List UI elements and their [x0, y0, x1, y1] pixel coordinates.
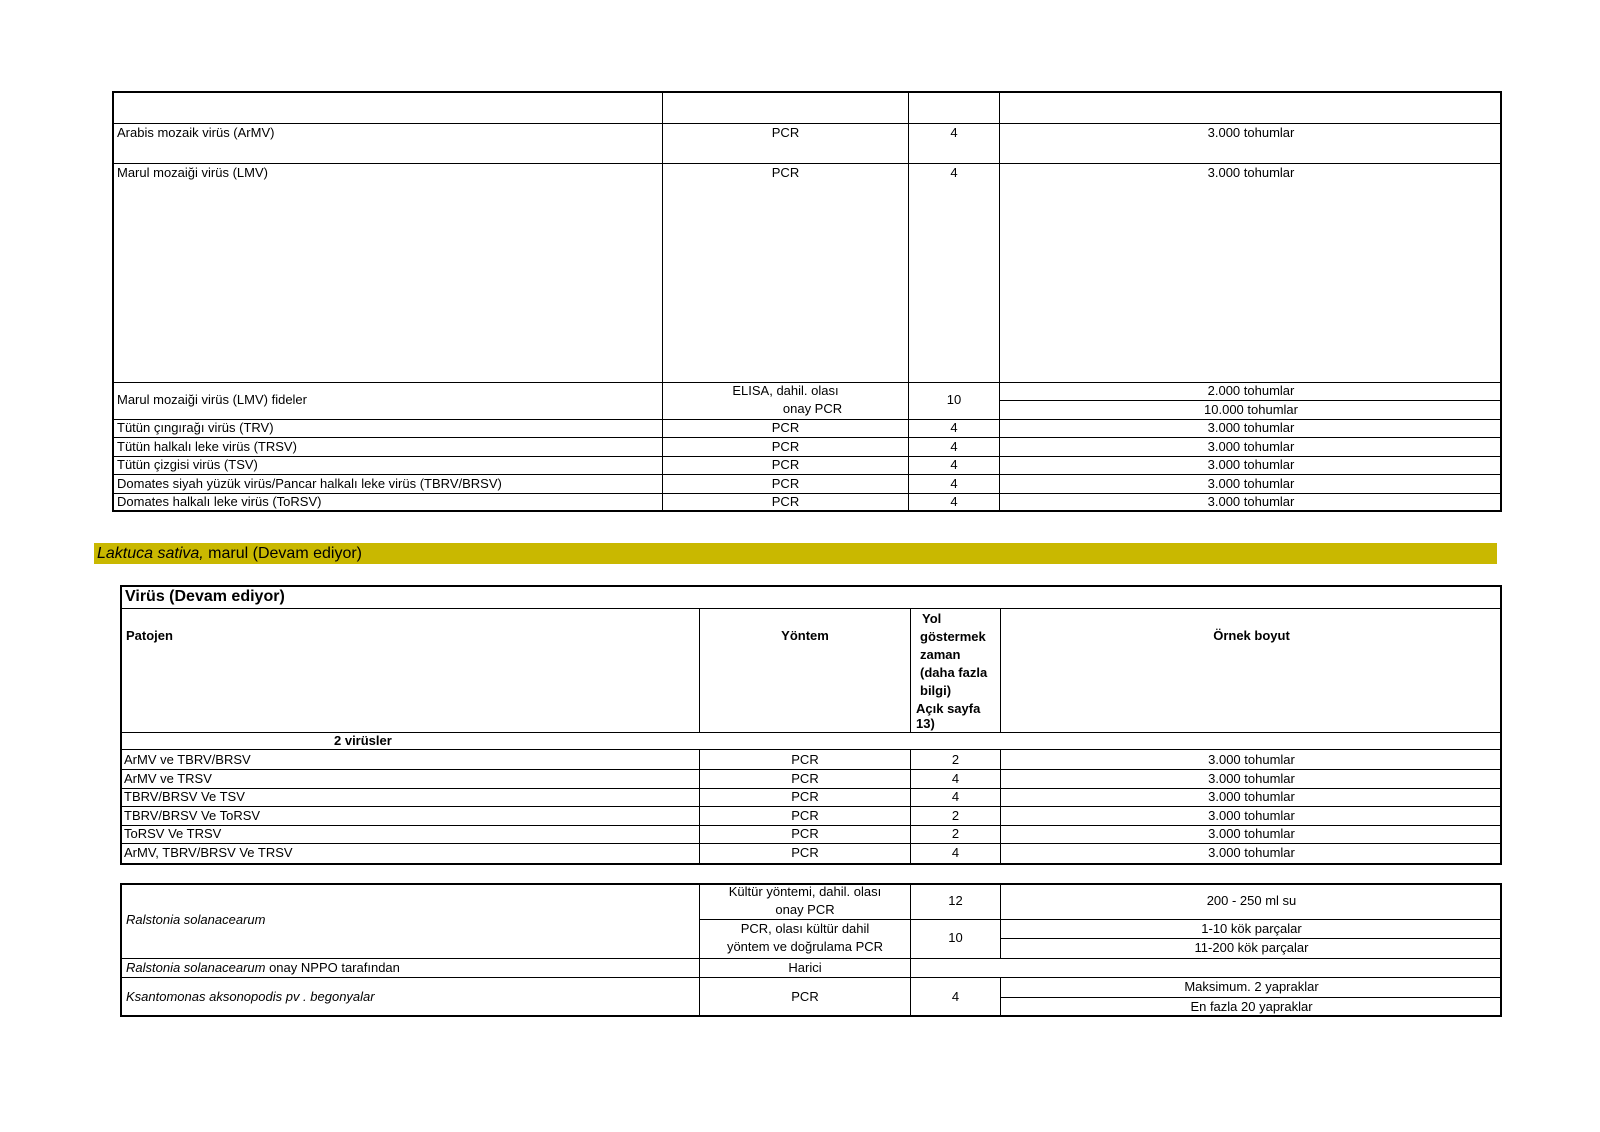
table2-lead-time: 4	[951, 789, 960, 804]
table1-pathogen: Arabis mozaik virüs (ArMV)	[117, 125, 275, 140]
section-banner-title	[97, 544, 362, 563]
table1-sample-size: 3.000 tohumlar	[1207, 439, 1295, 454]
table1-row-divider	[112, 163, 1502, 164]
table3-sample-size: 11-200 kök parçalar	[1194, 940, 1309, 955]
table1-sample-size: 3.000 tohumlar	[1207, 457, 1295, 472]
table1-sample-size: 3.000 tohumlar	[1207, 494, 1295, 509]
table3-lead-time: 4	[951, 989, 960, 1004]
table2-lead-time: 2	[951, 826, 960, 841]
table3-method: Kültür yöntemi, dahil. olası	[728, 884, 882, 899]
table2-sample-size: 3.000 tohumlar	[1208, 808, 1295, 823]
table2-group-label: 2 virüsler	[334, 733, 392, 748]
table1-row-divider	[112, 474, 1502, 475]
table1-lead-time: 4	[950, 494, 958, 509]
table1-sample-size: 10.000 tohumlar	[1204, 402, 1298, 417]
table3-method: PCR	[791, 989, 819, 1004]
table3-sample-size: En fazla 20 yapraklar	[1190, 999, 1313, 1014]
table1-pathogen: Marul mozaiği virüs (LMV)	[117, 165, 268, 180]
table1-pathogen: Tütün çıngırağı virüs (TRV)	[117, 420, 274, 435]
table3-method: PCR, olası kültür dahil	[740, 921, 870, 936]
table3-nppo-species: Ralstonia solanacearum	[126, 960, 266, 975]
table1-pathogen: Marul mozaiği virüs (LMV) fideler	[117, 392, 307, 407]
table2-sample-size: 3.000 tohumlar	[1208, 752, 1295, 767]
table1-method: PCR	[771, 457, 800, 472]
table2-method: PCR	[791, 771, 819, 786]
table3-lead-time: 10	[948, 930, 963, 945]
table1-pathogen: Tütün halkalı leke virüs (TRSV)	[117, 439, 297, 454]
table1-method: PCR	[771, 125, 800, 140]
lead-time-line: Açık sayfa	[916, 701, 981, 716]
table2-row-divider	[120, 843, 1502, 844]
table3-pathogen: Ralstonia solanacearum	[126, 912, 266, 927]
table2-pathogen: ArMV ve TBRV/BRSV	[124, 752, 251, 767]
table2-row-divider	[120, 769, 1502, 770]
table1-method: PCR	[771, 476, 800, 491]
table2-pathogen: ArMV ve TRSV	[124, 771, 212, 786]
table2-pathogen: ArMV, TBRV/BRSV Ve TRSV	[124, 845, 293, 860]
table1-pathogen: Domates halkalı leke virüs (ToRSV)	[117, 494, 322, 509]
table2-header-pathogen: Patojen	[126, 628, 173, 643]
table1-method: PCR	[771, 420, 800, 435]
table1-row-divider	[112, 437, 1502, 438]
table2-lead-time: 2	[951, 808, 960, 823]
table3-sample-size: 1-10 kök parçalar	[1201, 921, 1302, 936]
table1-sample-size: 3.000 tohumlar	[1207, 125, 1295, 140]
table1-pathogen: Domates siyah yüzük virüs/Pancar halkalı leke virüs (TBRV/BRSV)	[117, 476, 502, 491]
table1-lead-time: 4	[950, 125, 958, 140]
table2-sample-size: 3.000 tohumlar	[1208, 845, 1295, 860]
table3-method: onay PCR	[775, 902, 835, 917]
table1-sample-size: 3.000 tohumlar	[1207, 420, 1295, 435]
table1-sample-size: 2.000 tohumlar	[1207, 383, 1295, 398]
table2-method: PCR	[791, 808, 819, 823]
table3-sample-size: Maksimum. 2 yapraklar	[1184, 979, 1319, 994]
table3-row-divider	[120, 958, 1502, 959]
section-banner-rest: marul (Devam ediyor)	[203, 545, 362, 562]
lead-time-line: göstermek	[920, 629, 986, 644]
table2-lead-time: 4	[951, 771, 960, 786]
table2-pathogen: TBRV/BRSV Ve ToRSV	[124, 808, 261, 823]
table2-row-divider	[120, 806, 1502, 807]
table3-row-divider	[1000, 997, 1502, 998]
table3-row-divider	[1000, 938, 1502, 939]
lead-time-line: zaman	[920, 647, 961, 662]
table2-sample-size: 3.000 tohumlar	[1208, 789, 1295, 804]
table3-row-divider	[120, 977, 1502, 978]
table3-pathogen: Ksantomonas aksonopodis pv . begonyalar	[126, 989, 375, 1004]
table1-method: PCR	[771, 439, 800, 454]
table2-method: PCR	[791, 752, 819, 767]
table2-pathogen: TBRV/BRSV Ve TSV	[124, 789, 245, 804]
table2-header-sample-size: Örnek boyut	[1213, 628, 1290, 643]
table2-sample-size: 3.000 tohumlar	[1208, 826, 1295, 841]
lead-time-line: Yol	[922, 611, 942, 626]
lead-time-line: 13)	[916, 716, 935, 731]
table2-lead-time: 4	[951, 845, 960, 860]
table3-sample-size: 200 - 250 ml su	[1206, 893, 1297, 908]
table1-lead-time: 4	[950, 439, 958, 454]
table2-title: Virüs (Devam ediyor)	[125, 588, 285, 605]
table1-method: onay PCR	[782, 401, 843, 416]
table1-lead-time: 10	[946, 392, 962, 407]
table2-method: PCR	[791, 826, 819, 841]
table3-pathogen	[126, 960, 400, 976]
section-banner	[94, 543, 1497, 564]
table2-pathogen: ToRSV Ve TRSV	[124, 826, 222, 841]
table2-method: PCR	[791, 789, 819, 804]
lead-time-line: (daha fazla	[920, 665, 988, 680]
table1-lead-time: 4	[950, 476, 958, 491]
table2-method: PCR	[791, 845, 819, 860]
table2-group-row	[122, 732, 1500, 750]
table1-lead-time: 4	[950, 165, 958, 180]
table3-row-divider	[699, 919, 1502, 920]
table2-sample-size: 3.000 tohumlar	[1208, 771, 1295, 786]
table3-method: yöntem ve doğrulama PCR	[726, 939, 884, 954]
table1-method: PCR	[771, 165, 800, 180]
table2-header-lead-time	[916, 610, 1000, 730]
table1-row-divider	[999, 400, 1502, 401]
section-banner-species: Laktuca sativa,	[97, 545, 204, 562]
table1-sample-size: 3.000 tohumlar	[1207, 165, 1295, 180]
table1-method: PCR	[771, 494, 800, 509]
table1-lead-time: 4	[950, 457, 958, 472]
table1-lead-time: 4	[950, 420, 958, 435]
table1-sample-size: 3.000 tohumlar	[1207, 476, 1295, 491]
table3-nppo-rest: onay NPPO tarafından	[265, 960, 400, 975]
table1-pathogen: Tütün çizgisi virüs (TSV)	[117, 457, 258, 472]
table2-title-divider	[120, 608, 1502, 609]
table2-header-method: Yöntem	[781, 628, 829, 643]
table3-method: Harici	[788, 960, 822, 975]
table3-lead-time: 12	[948, 893, 963, 908]
table1-row-divider	[112, 123, 1502, 124]
lead-time-line: bilgi)	[920, 683, 952, 698]
table2-lead-time: 2	[951, 752, 960, 767]
table1-method: ELISA, dahil. olası	[732, 383, 839, 398]
